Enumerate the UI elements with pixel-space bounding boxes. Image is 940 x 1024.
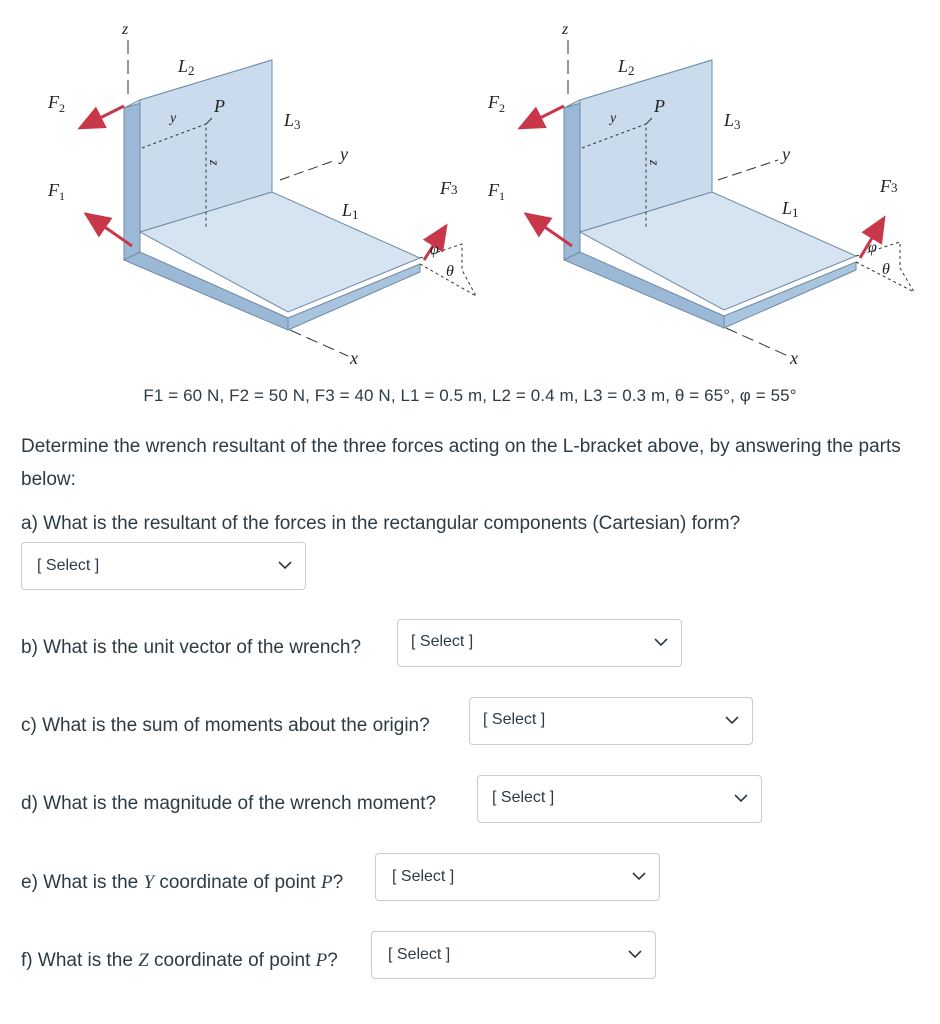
f2-arrow: [520, 106, 564, 128]
given-f2: F2 = 50 N: [229, 386, 306, 405]
x-axis-label: x: [350, 348, 358, 368]
x-axis-label: x: [790, 348, 798, 368]
f2-label: $F_2$: [488, 92, 505, 115]
answer-e-select[interactable]: [375, 853, 660, 901]
f1-label: $F_1$: [488, 180, 505, 203]
phi-label: φ: [430, 241, 439, 258]
z-dim-label: z: [646, 160, 661, 166]
f3-label: F3: [440, 178, 458, 198]
question-e: e) What is the Y coordinate of point P?: [21, 872, 344, 893]
given-l3: L3 = 0.3 m: [583, 386, 666, 405]
chevron-down-icon: [724, 714, 740, 726]
chevron-down-icon: [653, 636, 669, 648]
l2-label: L2: [178, 56, 195, 78]
answer-f-select[interactable]: [371, 931, 656, 979]
question-f: f) What is the Z coordinate of point P?: [21, 950, 338, 971]
f3-label: F3: [880, 176, 898, 196]
given-values: F1 = 60 N, F2 = 50 N, F3 = 40 N, L1 = 0.5 m, L2 = 0.4 m, L3 = 0.3 m, θ = 65°, φ = 55°: [143, 386, 797, 405]
problem-statement: Determine the wrench resultant of the three forces acting on the L-bracket above, by answering the parts below:: [21, 436, 901, 490]
l2-label: L2: [618, 56, 635, 78]
f2-arrow: [80, 106, 124, 128]
p-label: P: [214, 96, 225, 116]
theta-label: θ: [882, 261, 890, 278]
given-theta: θ = 65°: [674, 386, 731, 405]
answer-b-value: [ Select ]: [411, 633, 474, 650]
y-dim-label: y: [170, 111, 177, 126]
answer-a-value: [ Select ]: [37, 557, 100, 574]
y-axis-line: [280, 160, 336, 180]
l1-label: L1: [782, 198, 799, 220]
x-axis-line: [726, 328, 788, 356]
chevron-down-icon: [627, 948, 643, 960]
answer-e-value: [ Select ]: [392, 868, 455, 885]
y-axis-label: y: [782, 144, 790, 164]
x-axis-line: [290, 330, 348, 356]
l-bracket-figure: [0, 0, 940, 372]
chevron-down-icon: [733, 792, 749, 804]
answer-d-select[interactable]: [477, 775, 762, 823]
z-dim-label: z: [206, 160, 221, 166]
l1-label: L1: [342, 200, 359, 222]
answer-f-value: [ Select ]: [388, 946, 451, 963]
y-axis-line: [718, 160, 778, 180]
f1-label: $F_1$: [48, 180, 65, 203]
given-l1: L1 = 0.5 m: [400, 386, 483, 405]
left-bracket: [47, 21, 476, 368]
phi-label: φ: [868, 239, 877, 256]
given-f1: F1 = 60 N: [143, 386, 220, 405]
p-label: P: [654, 96, 665, 116]
given-phi: φ = 55°: [739, 386, 797, 405]
given-f3: F3 = 40 N: [314, 386, 391, 405]
answer-b-select[interactable]: [397, 619, 682, 667]
f2-label: $F_2$: [48, 92, 65, 115]
question-b: b) What is the unit vector of the wrench?: [21, 637, 362, 658]
question-c: c) What is the sum of moments about the origin?: [21, 715, 430, 736]
answer-d-value: [ Select ]: [492, 789, 555, 806]
answer-a-select[interactable]: [21, 542, 306, 590]
chevron-down-icon: [631, 870, 647, 882]
z-axis-label: z: [122, 21, 129, 38]
y-axis-label: y: [340, 144, 348, 164]
answer-c-value: [ Select ]: [483, 711, 546, 728]
chevron-down-icon: [277, 559, 293, 571]
question-a: a) What is the resultant of the forces in the rectangular components (Cartesian) form?: [21, 513, 741, 534]
question-d: d) What is the magnitude of the wrench moment?: [21, 793, 437, 814]
theta-label: θ: [446, 263, 454, 280]
given-l2: L2 = 0.4 m: [491, 386, 574, 405]
l3-label: L3: [724, 110, 741, 132]
right-bracket: [487, 21, 914, 368]
z-axis-label: z: [562, 21, 569, 38]
answer-c-select[interactable]: [469, 697, 753, 745]
y-dim-label: y: [610, 111, 617, 126]
l3-label: L3: [284, 110, 301, 132]
